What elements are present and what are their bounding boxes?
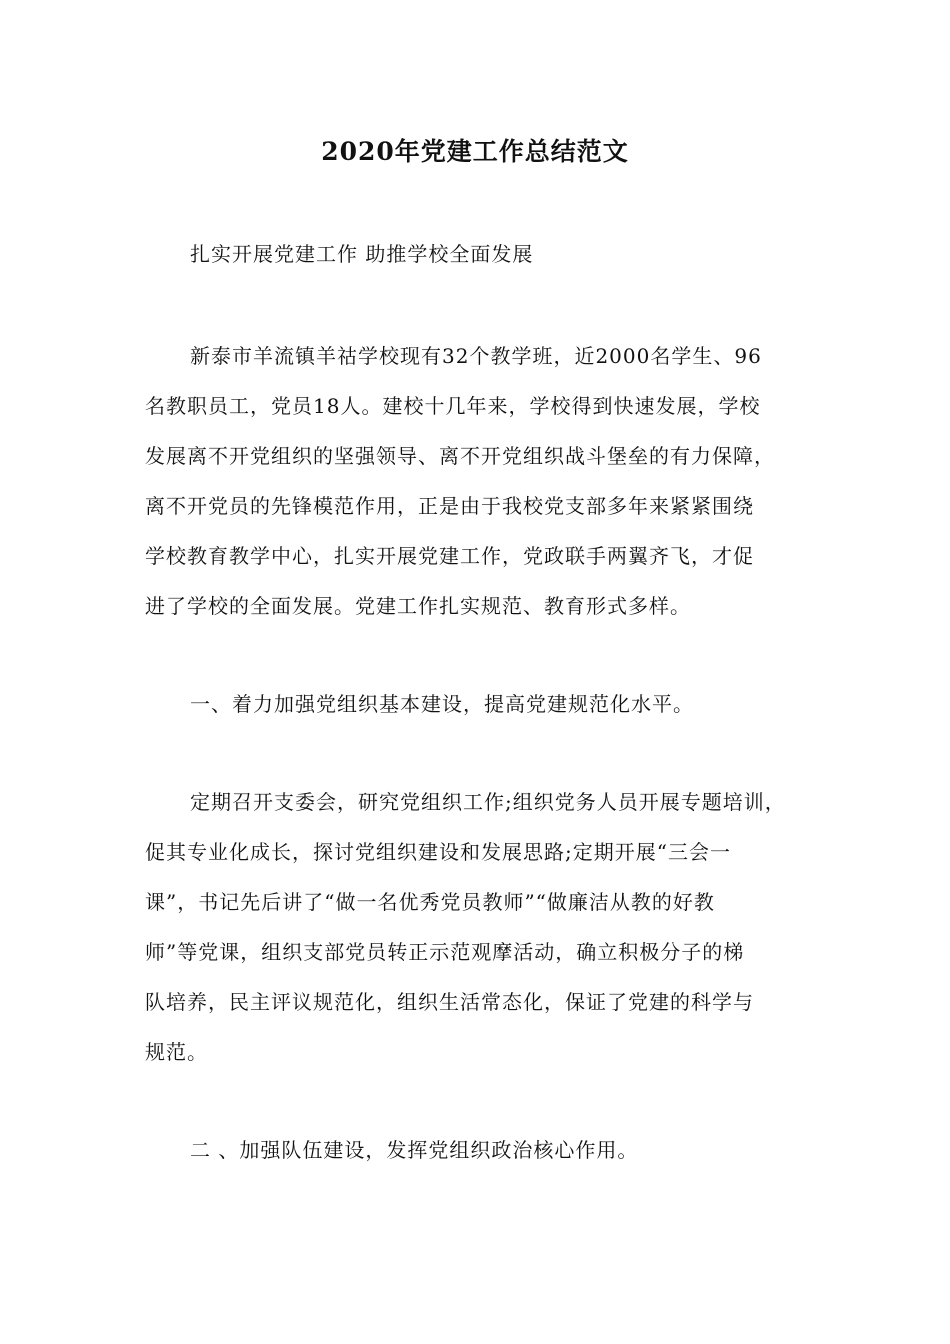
paragraph1-line: 进了学校的全面发展。党建工作扎实规范、教育形式多样。 xyxy=(145,594,691,618)
paragraph1-line: 离不开党员的先锋模范作用，正是由于我校党支部多年来紧紧围绕 xyxy=(145,494,754,518)
document-subtitle: 扎实开展党建工作 助推学校全面发展 xyxy=(190,242,534,266)
paragraph1-line: 学校教育教学中心，扎实开展党建工作，党政联手两翼齐飞，才促 xyxy=(145,544,754,568)
paragraph2-line: 队培养，民主评议规范化，组织生活常态化，保证了党建的科学与 xyxy=(145,990,754,1014)
paragraph2-line: 促其专业化成长，探讨党组织建设和发展思路;定期开展“三会一 xyxy=(145,840,731,864)
section-heading-1: 一、着力加强党组织基本建设，提高党建规范化水平。 xyxy=(190,692,694,716)
paragraph2-line: 课”，书记先后讲了“做一名优秀党员教师”“做廉洁从教的好教 xyxy=(145,890,715,914)
paragraph2-line: 规范。 xyxy=(145,1040,208,1064)
paragraph2-line: 定期召开支委会，研究党组织工作;组织党务人员开展专题培训， xyxy=(190,790,786,814)
paragraph1-line: 新泰市羊流镇羊祜学校现有32个教学班，近2000名学生、96 xyxy=(190,344,762,368)
document-title: 2020年党建工作总结范文 xyxy=(321,137,629,166)
paragraph1-line: 发展离不开党组织的坚强领导、离不开党组织战斗堡垒的有力保障， xyxy=(145,444,775,468)
paragraph2-line: 师”等党课，组织支部党员转正示范观摩活动，确立积极分子的梯 xyxy=(145,940,745,964)
section-heading-2: 二 、加强队伍建设，发挥党组织政治核心作用。 xyxy=(190,1138,639,1162)
paragraph1-line: 名教职员工，党员18人。建校十几年来，学校得到快速发展，学校 xyxy=(145,394,761,418)
